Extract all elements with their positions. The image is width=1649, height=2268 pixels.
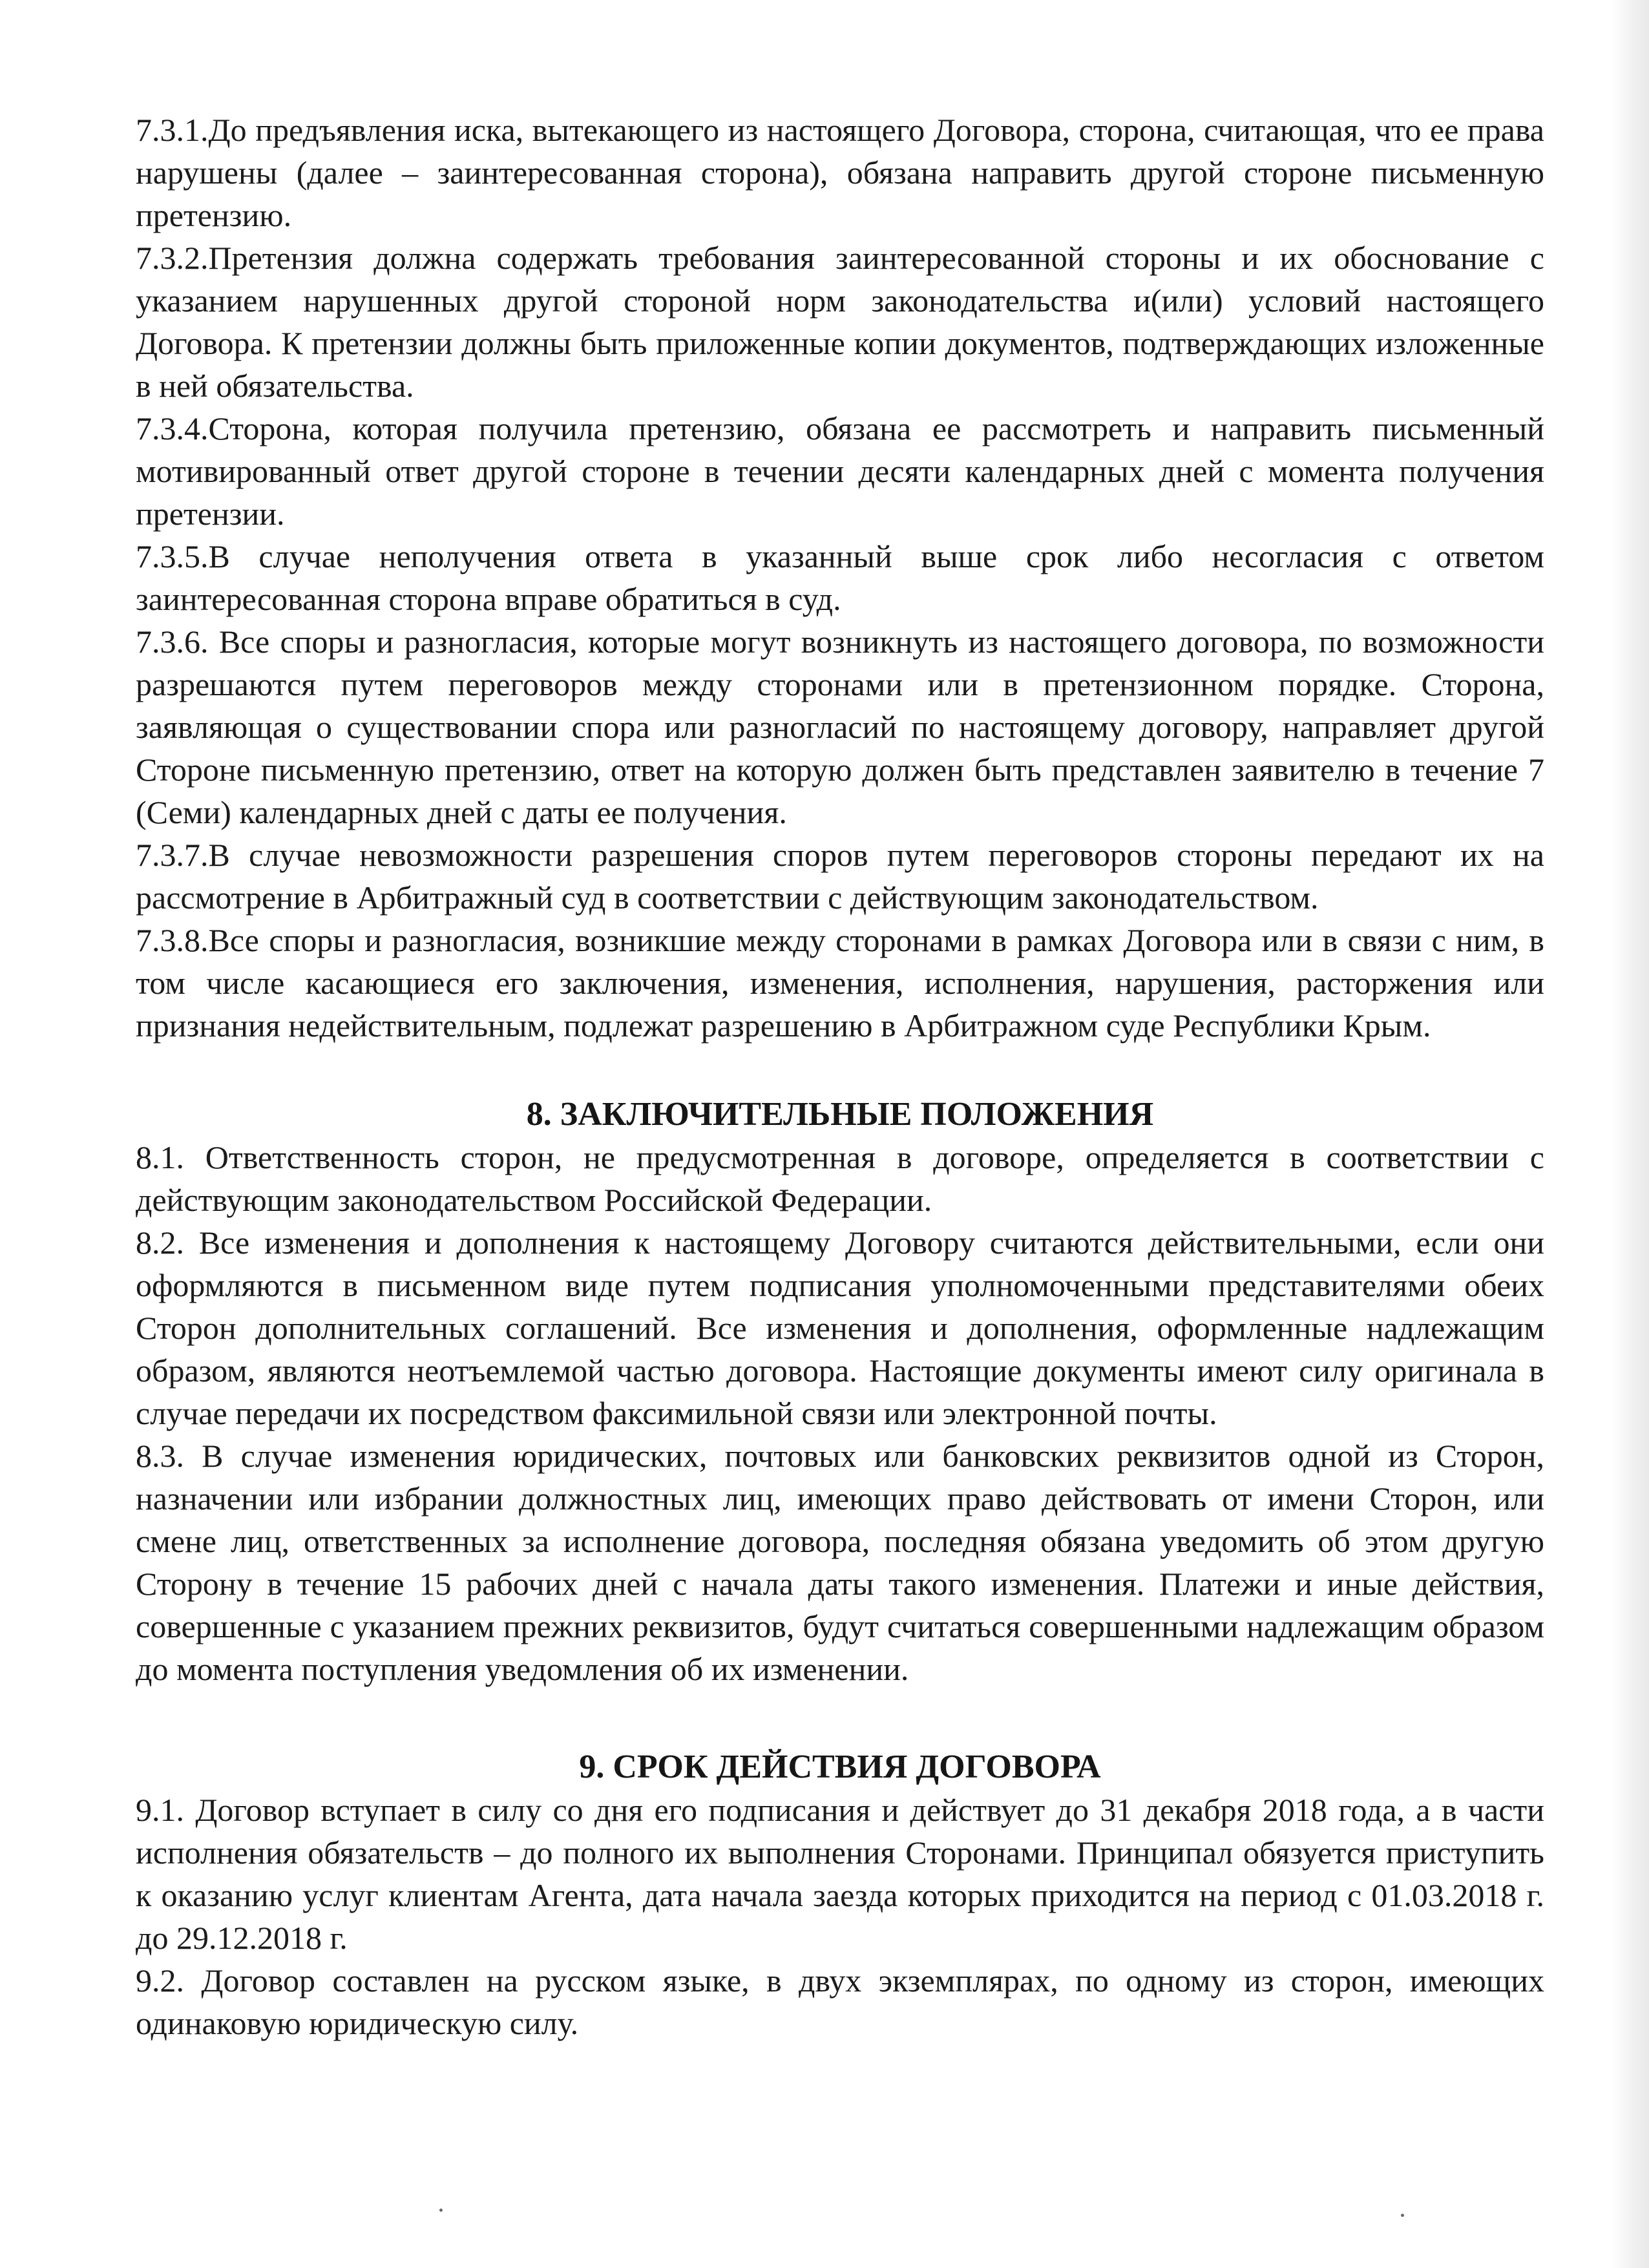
clause-9-1: 9.1. Договор вступает в силу со дня его подписания и действует до 31 декабря 2018 года, а в части исполнения обязательств – до полного их выполнения Сторонами. Принципал обязуется приступить к оказанию услуг клиентам Агента, дата начала заезда которых приходится на период с 01.03.2018 г. до 29.12.2018 г. [136,1792,1544,1956]
clause-7-3-8: 7.3.8.Все споры и разногласия, возникшие между сторонами в рамках Договора или в связи с ним, в том числе касающиеся его заключения, изменения, исполнения, нарушения, расторжения или признания недействительным, подлежат разрешению в Арбитражном суде Республики Крым. [136,922,1544,1044]
clause-7-3-4: 7.3.4.Сторона, которая получила претензию, обязана ее рассмотреть и направить письменный мотивированный ответ другой стороне в течении десяти календарных дней с момента получения претензии. [136,410,1544,532]
clause-8-2: 8.2. Все изменения и дополнения к настоящему Договору считаются действительными, если они оформляются в письменном виде путем подписания уполномоченными представителями обеих Сторон дополнительных соглашений. Все изменения и дополнения, оформленные надлежащим образом, являются неотъемлемой частью договора. Настоящие документы имеют силу оригинала в случае передачи их посредством факсимильной связи или электронной почты. [136,1224,1544,1431]
clause-7-3-2: 7.3.2.Претензия должна содержать требования заинтересованной стороны и их обоснование с указанием нарушенных другой стороной норм законодательства и(или) условий настоящего Договора. К претензии должны быть приложенные копии документов, подтверждающих изложенные в ней обязательства. [136,240,1544,404]
scan-edge-shadow [1612,0,1649,2268]
section-9-term [136,1746,1544,2044]
clause-8-3: 8.3. В случае изменения юридических, почтовых или банковских реквизитов одной из Сторон, назначении или избрании должностных лиц, имеющих право действовать от имени Сторон, или смене лиц, ответственных за исполнение договора, последняя обязана уведомить об этом другую Сторону в течение 15 рабочих дней с начала даты такого изменения. Платежи и иные действия, совершенные с указанием прежних реквизитов, будут считаться совершенными надлежащим образом до момента поступления уведомления об их изменении. [136,1438,1544,1687]
clause-8-1: 8.1. Ответственность сторон, не предусмотренная в договоре, определяется в соответствии с действующим законодательством Российской Федерации. [136,1139,1544,1218]
section-9-heading: 9. СРОК ДЕЙСТВИЯ ДОГОВОРА [579,1748,1101,1785]
section-8-final-provisions [136,1093,1544,1690]
clause-7-3-6: 7.3.6. Все споры и разногласия, которые могут возникнуть из настоящего договора, по возможности разрешаются путем переговоров между сторонами или в претензионном порядке. Сторона, заявляющая о существовании спора или разногласий по настоящему договору, направляет другой Стороне письменную претензию, ответ на которую должен быть представлен заявителю в течение 7 (Семи) календарных дней с даты ее получения. [136,624,1544,830]
scan-speck [1401,2214,1404,2217]
clause-9-2: 9.2. Договор составлен на русском языке, в двух экземплярах, по одному из сторон, имеющих одинаковую юридическую силу. [136,1962,1544,2041]
clause-7-3-1: 7.3.1.До предъявления иска, вытекающего из настоящего Договора, сторона, считающая, что ее права нарушены (далее – заинтересованная сторона), обязана направить другой стороне письменную претензию. [136,112,1544,233]
section-8-heading: 8. ЗАКЛЮЧИТЕЛЬНЫЕ ПОЛОЖЕНИЯ [526,1096,1154,1133]
scan-speck [439,2209,443,2212]
document-body [136,109,1544,2044]
clause-7-3-7: 7.3.7.В случае невозможности разрешения споров путем переговоров стороны передают их на рассмотрение в Арбитражный суд в соответствии с действующим законодательством. [136,837,1544,916]
clause-7-3-5: 7.3.5.В случае неполучения ответа в указанный выше срок либо несогласия с ответом заинтересованная сторона вправе обратиться в суд. [136,538,1544,617]
section-7-disputes [136,109,1544,1047]
